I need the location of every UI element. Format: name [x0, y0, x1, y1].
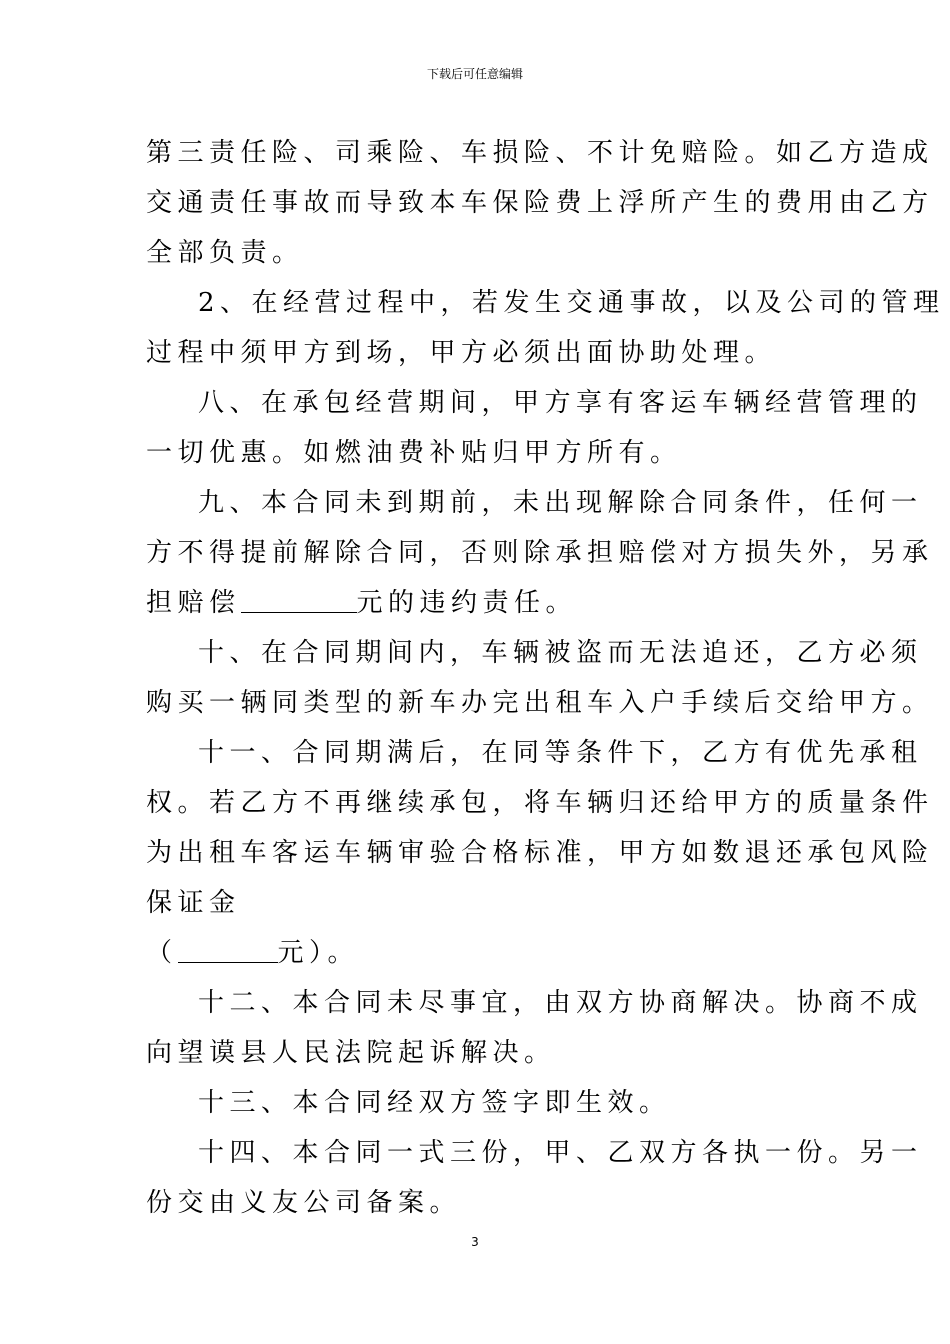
text-segment: 元的违约责任。 [356, 588, 578, 618]
text-segment: （ [146, 938, 178, 968]
fill-in-blank-deposit [178, 932, 278, 963]
text-line: 方不得提前解除合同，否则除承担赔偿对方损失外，另承 [146, 538, 934, 568]
page-header: 下载后可任意编辑 [426, 67, 523, 81]
text-line: 向望谟县人民法院起诉解决。 [146, 1038, 556, 1068]
clause-8-line: 八、在承包经营期间，甲方享有客运车辆经营管理的 [198, 388, 923, 418]
text-line: 权。若乙方不再继续承包，将车辆归还给甲方的质量条件 [146, 788, 934, 818]
text-segment: 元）。 [277, 938, 360, 968]
text-line: 为出租车客运车辆审验合格标准，甲方如数退还承包风险 [146, 838, 934, 868]
clause-14-line: 十四、本合同一式三份，甲、乙双方各执一份。另一 [198, 1138, 923, 1168]
text-line: 份交由义友公司备案。 [146, 1188, 462, 1218]
clause-11-line: 十一、合同期满后，在同等条件下，乙方有优先承租 [198, 738, 923, 768]
text-line-with-blank [146, 578, 806, 628]
text-segment: 担赔偿 [146, 588, 241, 618]
clause-13-line: 十三、本合同经双方签字即生效。 [198, 1088, 671, 1118]
text-line: 保证金 [146, 888, 241, 918]
text-line: 交通责任事故而导致本车保险费上浮所产生的费用由乙方 [146, 188, 934, 218]
page-number: 3 [471, 1235, 479, 1249]
clause-9-line: 九、本合同未到期前，未出现解除合同条件，任何一 [198, 488, 923, 518]
text-line: 一切优惠。如燃油费补贴归甲方所有。 [146, 438, 682, 468]
text-line: 购买一辆同类型的新车办完出租车入户手续后交给甲方。 [146, 688, 934, 718]
text-line: 第三责任险、司乘险、车损险、不计免赔险。如乙方造成 [146, 138, 934, 168]
text-line: 2、在经营过程中，若发生交通事故，以及公司的管理 [198, 288, 945, 318]
contract-body [146, 128, 945, 1228]
clause-10-line: 十、在合同期间内，车辆被盗而无法追还，乙方必须 [198, 638, 923, 668]
fill-in-blank-amount [241, 582, 357, 613]
clause-12-line: 十二、本合同未尽事宜，由双方协商解决。协商不成 [198, 988, 923, 1018]
text-line: 全部负责。 [146, 238, 304, 268]
text-line: 过程中须甲方到场，甲方必须出面协助处理。 [146, 338, 777, 368]
text-line-with-blank [146, 928, 806, 978]
